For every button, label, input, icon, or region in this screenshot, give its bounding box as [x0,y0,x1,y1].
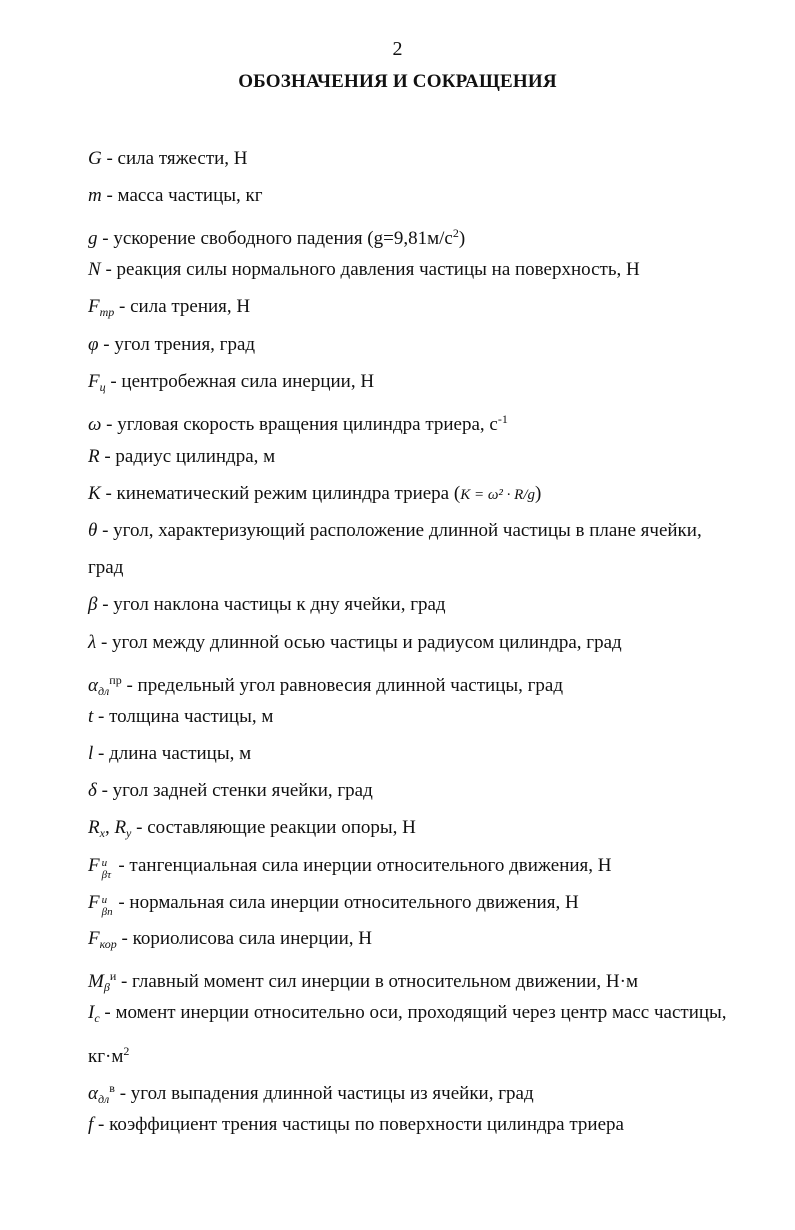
notation-entry [88,519,755,543]
notation-description: - нормальная сила инерции относительного движения, Н [113,892,579,913]
notation-entry [88,668,755,703]
notation-entry [88,482,755,507]
unit-superscript: 2 [452,226,459,240]
notation-entry [88,816,755,845]
notation-entry [88,258,755,282]
notation-entry [88,333,755,357]
notation-symbol: R [88,446,100,467]
symbol-subscript: дл [97,1092,110,1106]
notation-symbol: φ [88,334,99,355]
notation-entry [88,184,755,208]
notation-description: - сила трения, Н [114,296,251,317]
notation-description: - кориолисова сила инерции, Н [116,928,373,949]
notation-description: - реакция силы нормального давления частицы на поверхность, Н [100,259,640,280]
notation-entry [88,1039,755,1069]
notation-description: - длина частицы, м [93,743,252,764]
notation-symbol: N [88,259,101,280]
symbol-indices [100,853,114,881]
notation-symbol: ω [88,414,102,435]
notation-entry [88,853,755,881]
notation-entry [88,964,755,999]
notation-description: - коэффициент трения частицы по поверхности цилиндра триера [93,1114,624,1135]
notation-description: - угол трения, град [98,334,256,355]
notation-entry [88,705,755,729]
notation-description: - угол задней стенки ячейки, град [96,780,373,801]
notation-description: - составляющие реакции опоры, Н [131,817,416,838]
notation-description: - радиус цилиндра, м [99,446,276,467]
symbol-superscript: и [101,857,108,869]
symbol-superscript: и [109,969,117,983]
notation-symbol: θ [88,520,98,541]
notation-symbol: F [88,855,100,876]
notation-symbol: F [88,296,100,317]
notation-description: - угол между длинной осью частицы и радиусом цилиндра, град [96,632,622,653]
notation-symbol: R [88,817,100,838]
page-title: ОБОЗНАЧЕНИЯ И СОКРАЩЕНИЯ [238,71,557,92]
notation-description: - угол наклона частицы к дну ячейки, град [97,594,446,615]
symbol-subscript: кор [99,937,117,951]
notation-entry [88,147,755,171]
notation-description: - момент инерции относительно оси, проходящий через центр масс частицы, [99,1002,727,1023]
formula: K = ω² · R/g [460,487,535,503]
notation-entry [88,779,755,803]
notation-entry [88,927,755,956]
notation-description: - главный момент сил инерции в относительном движении, Н·м [116,971,638,992]
notation-entry [88,631,755,655]
notation-entry [88,221,755,251]
notation-symbol: δ [88,780,97,801]
notation-symbol: F [88,371,100,392]
notation-symbol: M [88,971,104,992]
symbol-subscript: ц [99,380,106,394]
notation-entry [88,890,755,918]
notation-entry [88,1076,755,1111]
notation-symbol: f [88,1114,94,1135]
notation-description: , [104,817,115,838]
symbol-subscript: βτ [101,869,112,881]
notation-entry [88,407,755,437]
notation-description: - угол, характеризующий расположение длинной частицы в плане ячейки, [97,520,702,541]
notation-description: кг·м [88,1046,124,1067]
notation-symbol: l [88,743,94,764]
notation-symbol: α [88,675,98,696]
symbol-subscript: β [103,980,110,994]
symbol-subscript: y [126,826,132,840]
notation-entry [88,445,755,469]
notation-symbol: F [88,892,100,913]
notation-symbol: α [88,1083,98,1104]
notation-description: - сила тяжести, Н [101,148,248,169]
unit-superscript: -1 [497,412,508,426]
notation-description: - кинематический режим цилиндра триера ( [100,483,461,504]
notation-symbol: β [88,594,98,615]
notation-entry [88,1113,755,1137]
notation-symbol: R [114,817,127,838]
notation-description: - угол выпадения длинной частицы из ячейки, град [114,1083,534,1104]
closing-paren: ) [534,483,542,504]
notation-symbol: G [88,148,102,169]
notation-entry [88,295,755,324]
symbol-superscript: и [101,894,108,906]
symbol-subscript: x [99,826,105,840]
notation-entry [88,742,755,766]
notation-description: - масса частицы, кг [101,185,263,206]
notation-description: град [88,557,124,578]
notation-symbol: λ [88,632,97,653]
symbol-superscript: пр [109,673,122,687]
symbol-subscript: c [94,1011,100,1025]
notation-description: - тангенциальная сила инерции относительного движения, Н [113,855,612,876]
symbol-superscript: в [109,1081,115,1095]
symbol-indices [100,890,114,918]
symbol-subscript: тр [99,305,115,319]
unit-superscript: 2 [123,1044,130,1058]
notation-entry [88,556,755,580]
notation-description: - предельный угол равновесия длинной частицы, град [121,675,564,696]
notation-symbol: F [88,928,100,949]
notation-description: - угловая скорость вращения цилиндра триера, с [101,414,498,435]
symbol-subscript: дл [97,684,110,698]
notation-entry [88,370,755,399]
notation-symbol: g [88,228,98,249]
closing-paren: ) [458,228,466,249]
notation-symbol: K [88,483,101,504]
notation-symbol: m [88,185,102,206]
notation-symbol: t [88,706,94,727]
notation-description: - толщина частицы, м [93,706,274,727]
symbol-subscript: βn [101,906,113,918]
notation-description: - ускорение свободного падения (g=9,81м/с [97,228,453,249]
notation-entry [88,1001,755,1030]
notation-symbol: I [88,1002,95,1023]
page-number: 2 [392,38,403,60]
notation-description: - центробежная сила инерции, Н [105,371,375,392]
notation-entry [88,593,755,617]
